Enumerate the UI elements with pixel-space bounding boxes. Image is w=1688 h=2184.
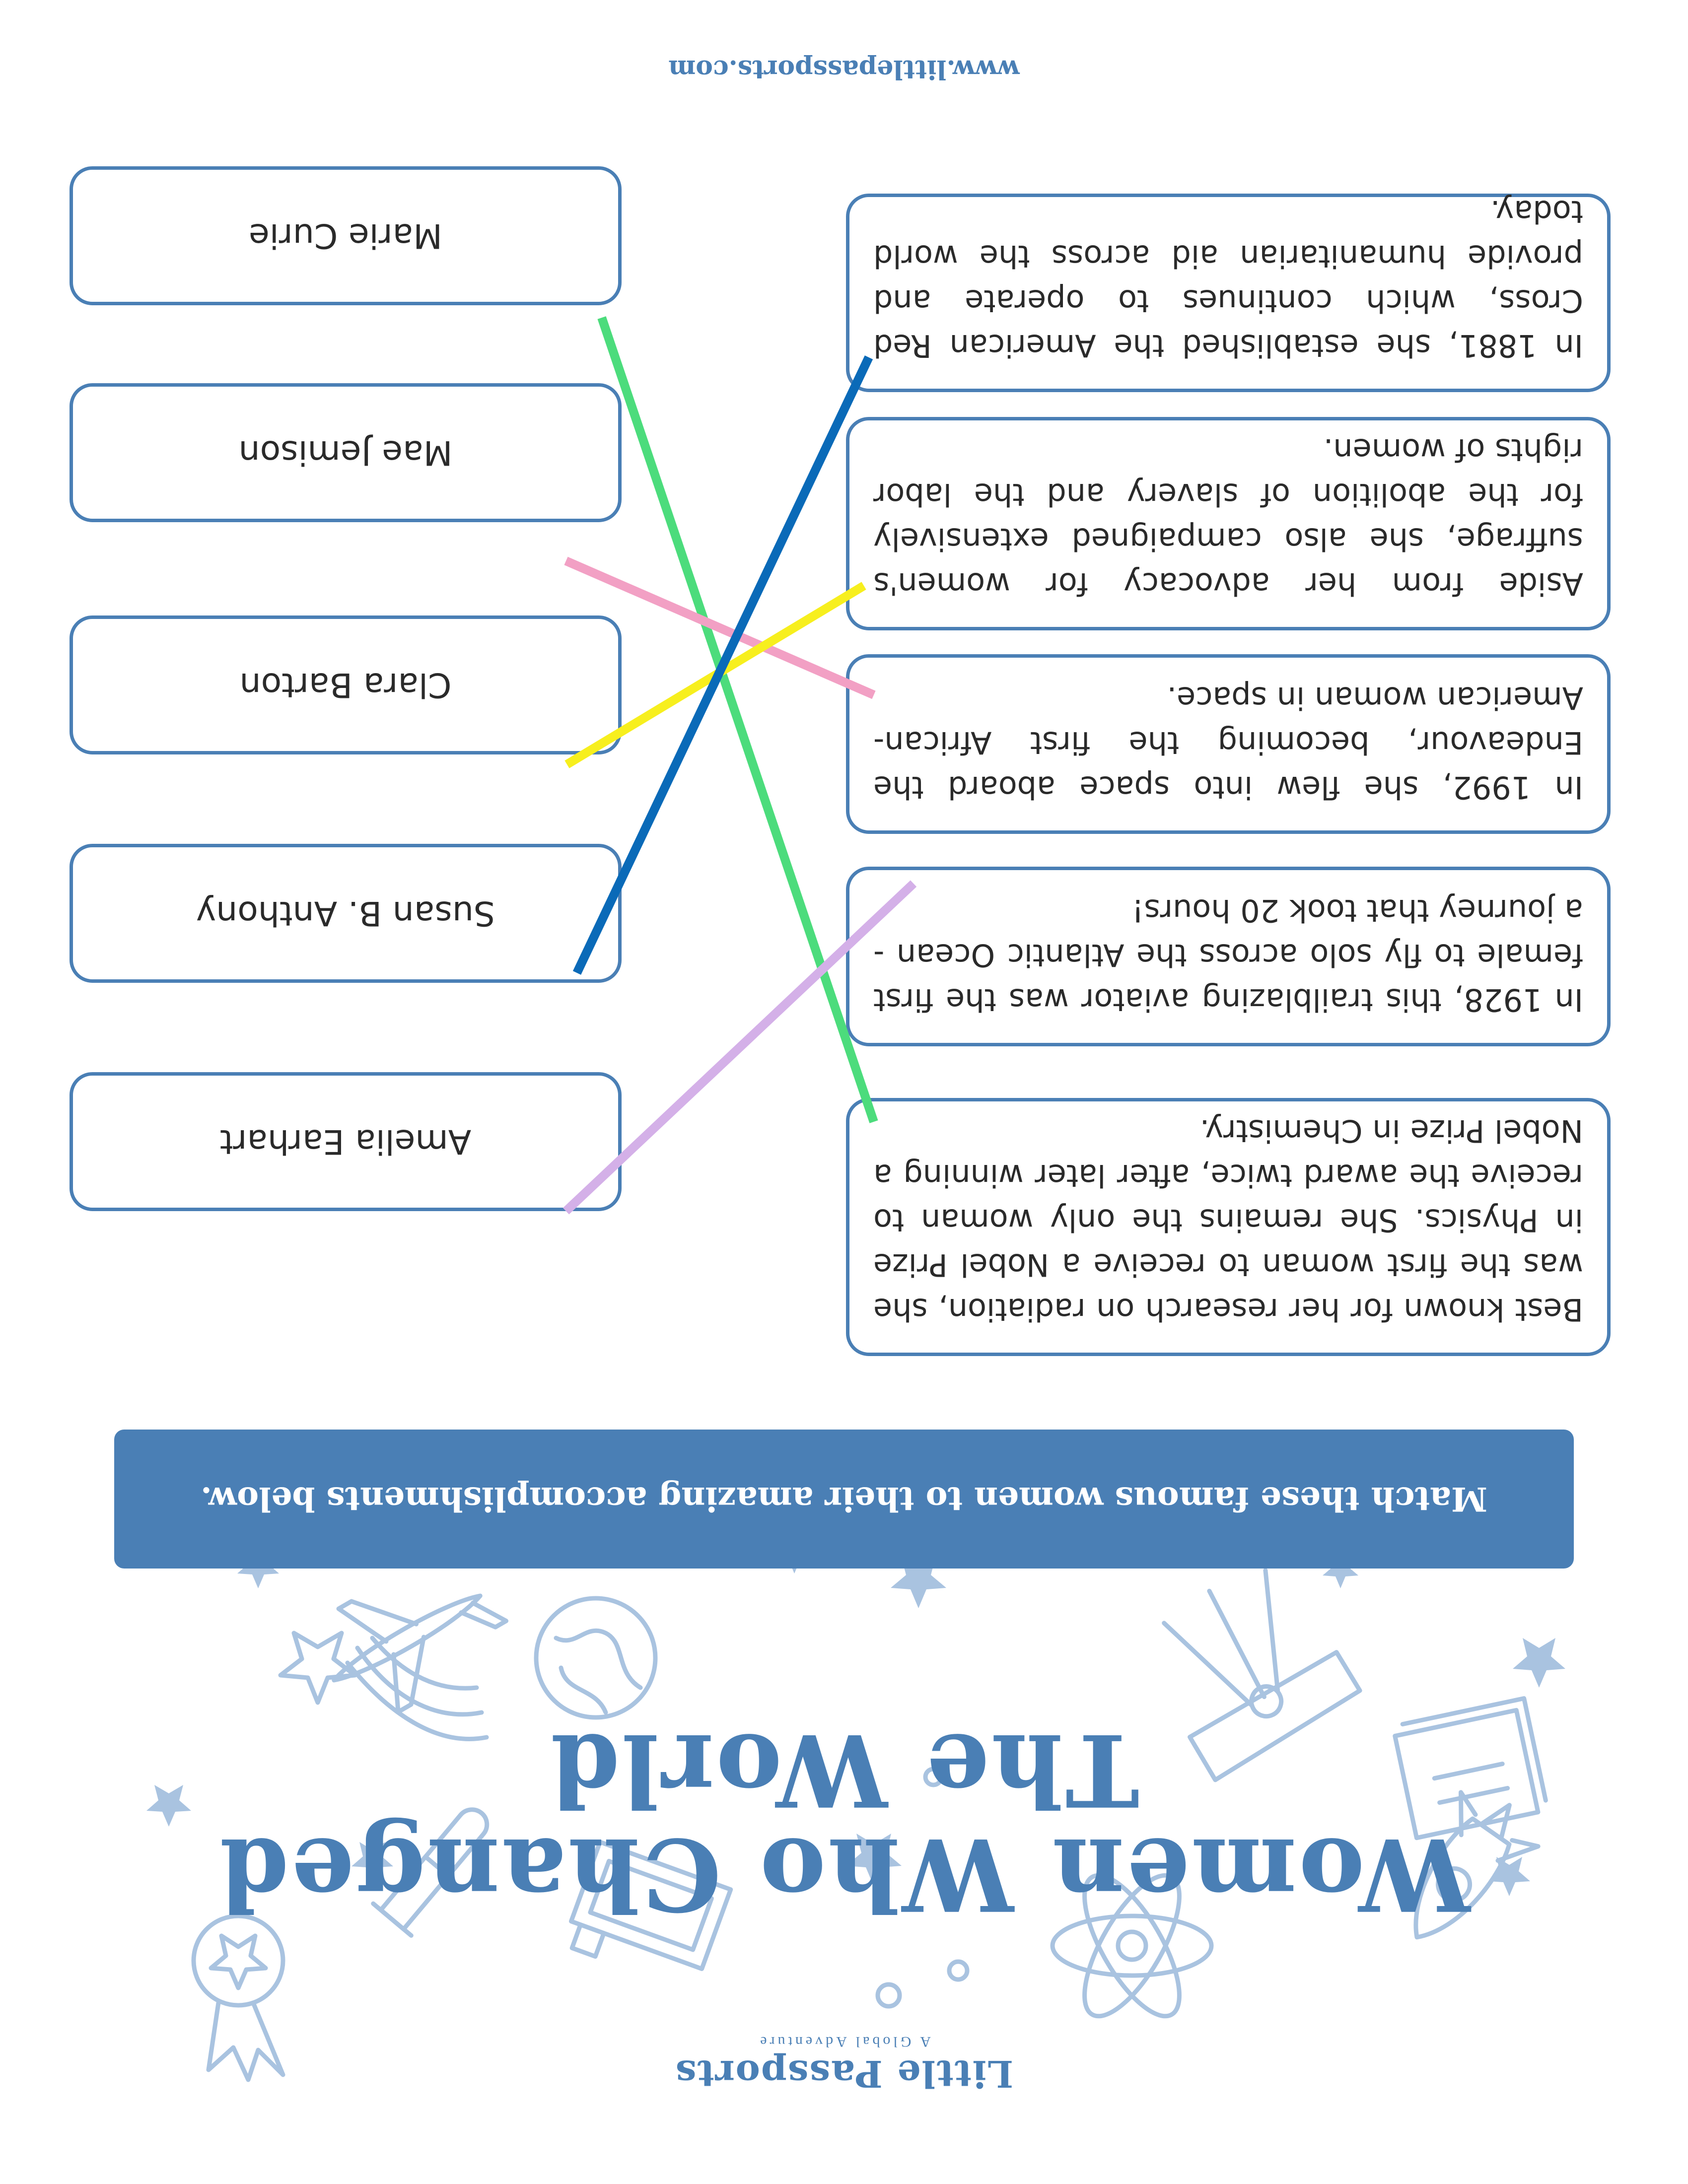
instruction-text: Match these famous women to their amazing accomplishments below. <box>201 1480 1487 1518</box>
accomplishment-card-3: In 1992, she flew into space aboard the Endeavour, becoming the first African-American woman in space. <box>846 654 1611 834</box>
name-card-3: Clara Barton <box>70 615 622 754</box>
name-card-5: Marie Curie <box>70 166 622 305</box>
answer-line-amelia-earhart <box>566 884 914 1211</box>
logo-tagline: A Global Adventure <box>757 2034 931 2050</box>
name-card-1: Amelia Earhart <box>70 1072 622 1211</box>
accomplishment-card-2: In 1928, this trailblazing aviator was the first female to fly solo across the Atlantic Ocean - a journey that took 20 hours! <box>846 867 1611 1046</box>
accomplishment-card-1: Best known for her research on radiation, she was the first woman to receive a Nobel Prize in Physics. She remains the only woman to receive the award twice, after later winning a Nobel Prize in Chemistry. <box>846 1098 1611 1356</box>
logo-brand: Little Passports <box>674 2052 1014 2095</box>
title-line-1: Women Who Changed <box>217 1816 1471 1932</box>
accomplishment-card-4: Aside from her advocacy for women's suffrage, she also campaigned extensively for the abolition of slavery and the labor rights of women. <box>846 417 1611 630</box>
answer-line-susan-b-anthony <box>577 357 869 973</box>
footer-url: www.littlepassports.com <box>668 54 1020 84</box>
name-card-2: Susan B. Anthony <box>70 844 622 983</box>
name-card-4: Mae Jemison <box>70 383 622 522</box>
accomplishment-card-5: In 1881, she established the American Red Cross, which continues to operate and provide humanitarian aid across the world today. <box>846 194 1611 392</box>
title-line-2: The World <box>549 1711 1140 1828</box>
